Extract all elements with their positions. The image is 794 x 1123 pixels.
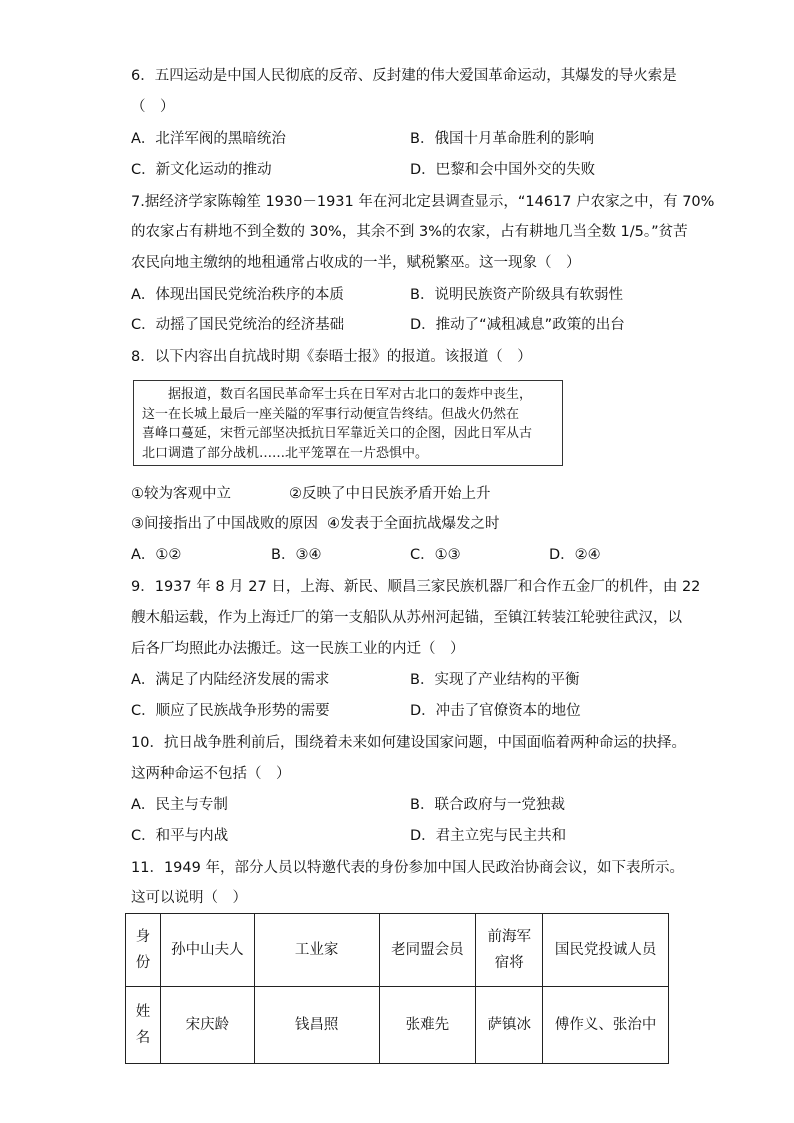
table-row-identity [126,914,669,987]
q7-option-b[interactable]: B．说明民族资产阶级具有软弱性 [410,287,623,303]
q10-option-a[interactable]: A．民主与专制 [131,797,228,813]
q7-stem-line2: 的农家占有耕地不到全数的 30%，其余不到 3%的农家，占有耕地几当全数 1/5。”贫苦 [131,224,688,240]
q9-option-a[interactable]: A．满足了内陆经济发展的需求 [131,672,330,688]
q7-option-c[interactable]: C．动摇了国民党统治的经济基础 [131,317,345,333]
q8-option-d[interactable]: D．②④ [549,547,601,563]
q11-delegates-table [125,913,669,1064]
q9-option-b[interactable]: B．实现了产业结构的平衡 [410,672,580,688]
q10-stem-line2: 这两种命运不包括（ ） [131,766,291,782]
table-cell: 钱昌照 [254,987,379,1064]
q9-option-c[interactable]: C．顺应了民族战争形势的需要 [131,703,330,719]
q8-quote-line3: 喜峰口蔓延，宋哲元部坚决抵抗日军靠近关口的企图，因此日军从古 [142,426,533,441]
table-cell: 孙中山夫人 [160,914,254,987]
q8-option-a[interactable]: A．①② [131,547,182,563]
q11-stem-line1: 11．1949 年，部分人员以特邀代表的身份参加中国人民政治协商会议，如下表所示。 [131,860,684,876]
q7-option-d[interactable]: D．推动了“减租减息”政策的出台 [410,317,625,333]
q6-stem-line2: （ ） [131,99,175,115]
table-header-name: 姓 名 [126,987,161,1064]
q6-stem-line1: 6．五四运动是中国人民彻底的反帝、反封建的伟大爱国革命运动，其爆发的导火索是 [131,68,677,84]
q8-statement-1: ①较为客观中立 [131,486,231,502]
q10-option-c[interactable]: C．和平与内战 [131,828,229,844]
table-cell: 宋庆龄 [160,987,254,1064]
q11-stem-line2: 这可以说明（ ） [131,890,247,906]
table-cell: 傅作义、张治中 [543,987,669,1064]
q8-statement-2: ②反映了中日民族矛盾开始上升 [289,486,491,502]
q6-option-c[interactable]: C．新文化运动的推动 [131,162,272,178]
q9-option-d[interactable]: D．冲击了官僚资本的地位 [410,703,581,719]
q8-quote-box [133,380,563,466]
q8-quote-line1: 据报道，数百名国民革命军士兵在日军对古北口的轰炸中丧生， [168,387,533,402]
q9-stem-line1: 9．1937 年 8 月 27 日，上海、新民、顺昌三家民族机器厂和合作五金厂的机件，由 22 [131,579,701,595]
table-cell: 国民党投诚人员 [543,914,669,987]
table-cell: 张难先 [379,987,476,1064]
q9-stem-line3: 后各厂均照此办法搬迁。这一民族工业的内迁（ ） [131,641,465,657]
table-cell: 老同盟会员 [379,914,476,987]
q6-option-a[interactable]: A．北洋军阀的黑暗统治 [131,131,286,147]
q7-stem-line1: 7.据经济学家陈翰笙 1930－1931 年在河北定县调查显示，“14617 户农家之中，有 70% [131,194,715,210]
q8-quote-line2: 这一在长城上最后一座关隘的军事行动便宣告终结。但战火仍然在 [142,406,520,422]
table-cell: 前海军 宿将 [476,914,543,987]
q6-option-b[interactable]: B．俄国十月革命胜利的影响 [410,131,594,147]
q8-statement-4: ④发表于全面抗战爆发之时 [327,516,500,532]
q8-option-b[interactable]: B．③④ [271,547,322,563]
q9-stem-line2: 艘木船运载，作为上海迁厂的第一支船队从苏州河起锚，至镇江转装江轮驶往武汉，以 [131,610,682,626]
table-row-name [126,987,669,1064]
q8-statement-3: ③间接指出了中国战败的原因 [131,516,318,532]
table-cell: 工业家 [254,914,379,987]
q8-stem: 8．以下内容出自抗战时期《泰晤士报》的报道。该报道（ ） [131,349,532,365]
q8-option-c[interactable]: C．①③ [410,547,461,563]
q10-option-d[interactable]: D．君主立宪与民主共和 [410,828,567,844]
q10-stem-line1: 10．抗日战争胜利前后，围绕着未来如何建设国家问题，中国面临着两种命运的抉择。 [131,735,686,751]
table-cell: 萨镇冰 [476,987,543,1064]
q8-quote-line4: 北口调遣了部分战机……北平笼罩在一片恐惧中。 [142,445,429,461]
q7-stem-line3: 农民向地主缴纳的地租通常占收成的一半，赋税繁巫。这一现象（ ） [131,255,581,271]
q7-option-a[interactable]: A．体现出国民党统治秩序的本质 [131,287,344,303]
q10-option-b[interactable]: B．联合政府与一党独裁 [410,797,565,813]
q6-option-d[interactable]: D．巴黎和会中国外交的失败 [410,162,596,178]
table-header-identity: 身 份 [126,914,161,987]
